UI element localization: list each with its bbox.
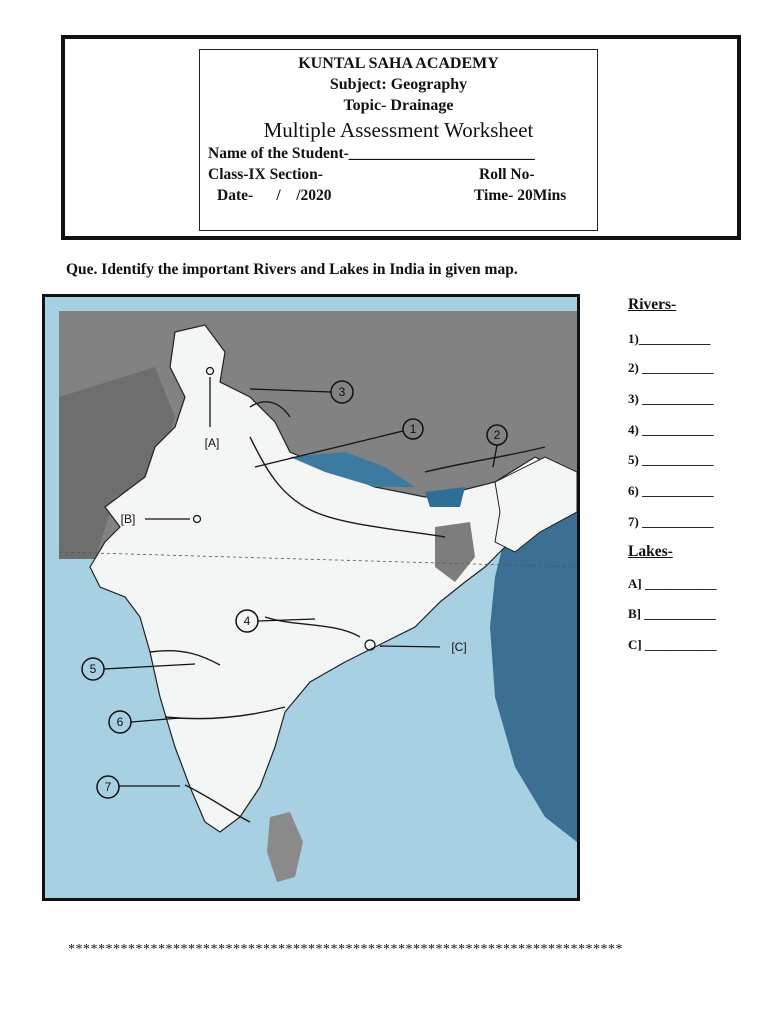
question-text: Que. Identify the important Rivers and Lakes in India in given map. (66, 261, 518, 278)
river-answer-3: 3) ___________ (628, 391, 714, 406)
rivers-heading: Rivers- (628, 296, 677, 313)
lake-answer-c: C] ___________ (628, 637, 717, 652)
river-answer-7: 7) ___________ (628, 514, 714, 529)
marker-1-label: 1 (409, 422, 417, 436)
lake-label-b: [B] (120, 512, 136, 526)
subject-line: Subject: Geography (329, 76, 468, 93)
topic-line: Topic- Drainage (343, 97, 454, 114)
lakes-heading: Lakes- (628, 543, 673, 560)
date-field: Date- / /2020 (217, 187, 332, 204)
lake-label-a: [A] (204, 436, 220, 450)
lake-answer-b: B] ___________ (628, 606, 716, 621)
worksheet-title: Multiple Assessment Worksheet (263, 118, 534, 142)
marker-4-label: 4 (243, 614, 251, 628)
river-answer-6: 6) ___________ (628, 483, 714, 498)
marker-7-label: 7 (104, 780, 112, 794)
marker-2-label: 2 (493, 428, 501, 442)
river-answer-4: 4) ___________ (628, 422, 714, 437)
class-section-field: Class-IX Section- (208, 166, 323, 183)
academy-name: KUNTAL SAHA ACADEMY (298, 55, 499, 72)
roll-no-field: Roll No- (479, 166, 535, 183)
river-answer-5: 5) ___________ (628, 452, 714, 467)
time-field: Time- 20Mins (474, 187, 567, 204)
marker-6-label: 6 (116, 715, 124, 729)
river-answer-1: 1)___________ (628, 331, 711, 346)
student-name-field: Name of the Student-________________________ (208, 145, 535, 162)
marker-5-label: 5 (89, 662, 97, 676)
map-drawing (45, 297, 577, 898)
lake-label-c: [C] (451, 640, 467, 654)
marker-3-label: 3 (338, 385, 346, 399)
lake-answer-a: A] ___________ (628, 576, 717, 591)
river-answer-2: 2) ___________ (628, 360, 714, 375)
india-map (42, 294, 580, 901)
footer-separator: ************************************************************************** (68, 942, 623, 957)
